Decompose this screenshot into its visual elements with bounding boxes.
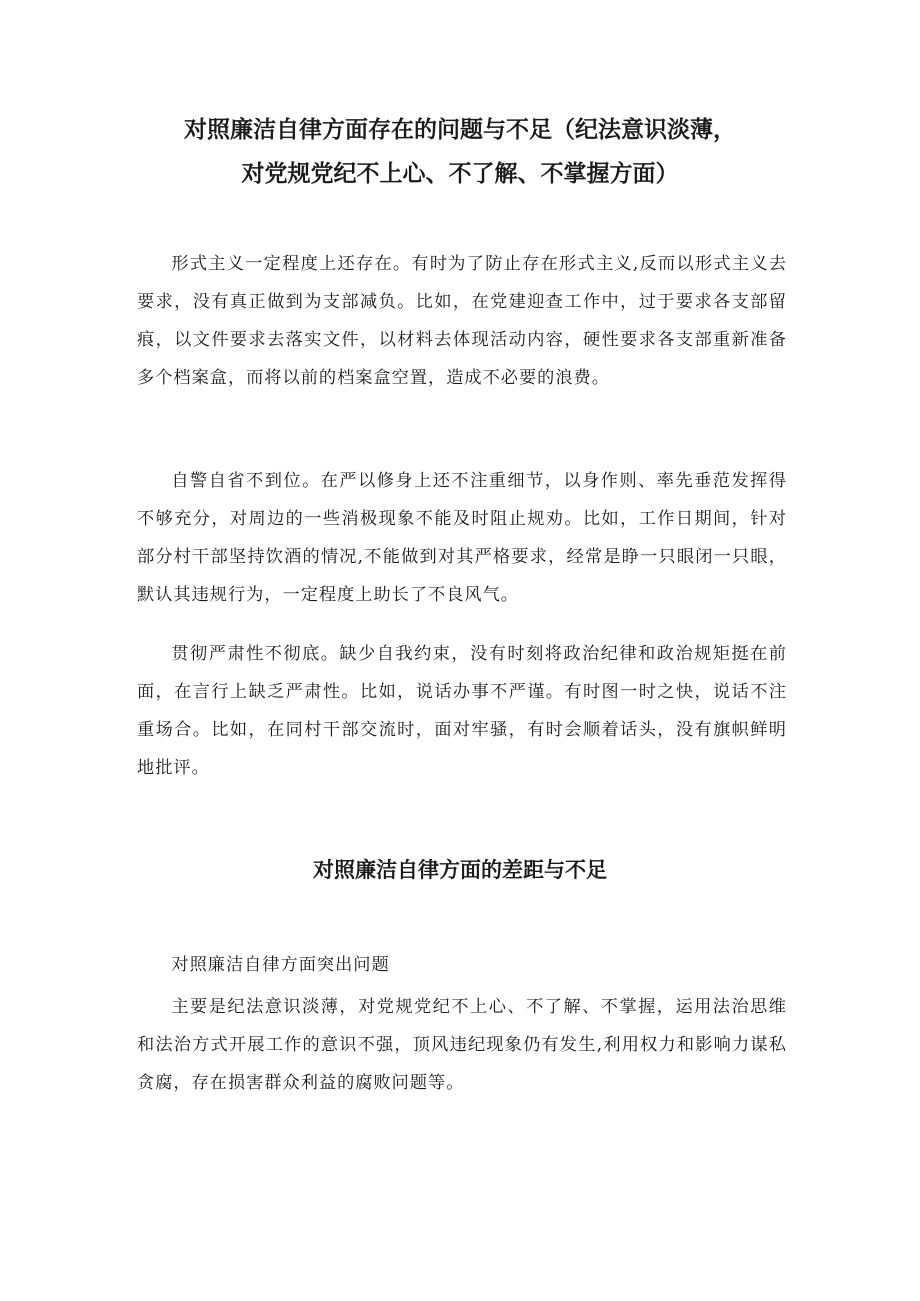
body-paragraph-self-reflection: 自警自省不到位。在严以修身上还不注重细节，以身作则、率先垂范发挥得不够充分，对周边的一些消极现象不能及时阻止规劝。比如，工作日期间，针对部分村干部坚持饮酒的情况,不能做到对其严格要求，经常是睁一只眼闭一只眼，默认其违规行为，一定程度上助长了不良风气。	[137, 471, 787, 605]
sub-heading: 对照廉洁自律方面突出问题	[171, 955, 390, 975]
body-paragraph-main-issues: 主要是纪法意识淡薄，对党规党纪不上心、不了解、不掌握，运用法治思维和法治方式开展工作的意识不强，顶风违纪现象仍有发生,利用权力和影响力谋私贪腐，存在损害群众利益的腐败问题等。	[137, 997, 787, 1093]
document-title-line-1: 对照廉洁自律方面存在的问题与不足（纪法意识淡薄，	[184, 117, 736, 143]
body-paragraph-seriousness: 贯彻严肃性不彻底。缺少自我约束，没有时刻将政治纪律和政治规矩挺在前面，在言行上缺乏严肃性。比如，说话办事不严谨。有时图一时之快，说话不注重场合。比如，在同村干部交流时，面对牢骚，有时会顺着话头，没有旗帜鲜明地批评。	[137, 644, 787, 778]
body-paragraph-formalism: 形式主义一定程度上还存在。有时为了防止存在形式主义,反而以形式主义去要求，没有真正做到为支部减负。比如，在党建迎查工作中，过于要求各支部留痕，以文件要求去落实文件，以材料去体现活动内容，硬性要求各支部重新准备多个档案盒，而将以前的档案盒空置，造成不必要的浪费。	[137, 254, 787, 388]
document-title-line-2: 对党规党纪不上心、不了解、不掌握方面）	[241, 161, 679, 187]
section-heading: 对照廉洁自律方面的差距与不足	[313, 858, 607, 882]
